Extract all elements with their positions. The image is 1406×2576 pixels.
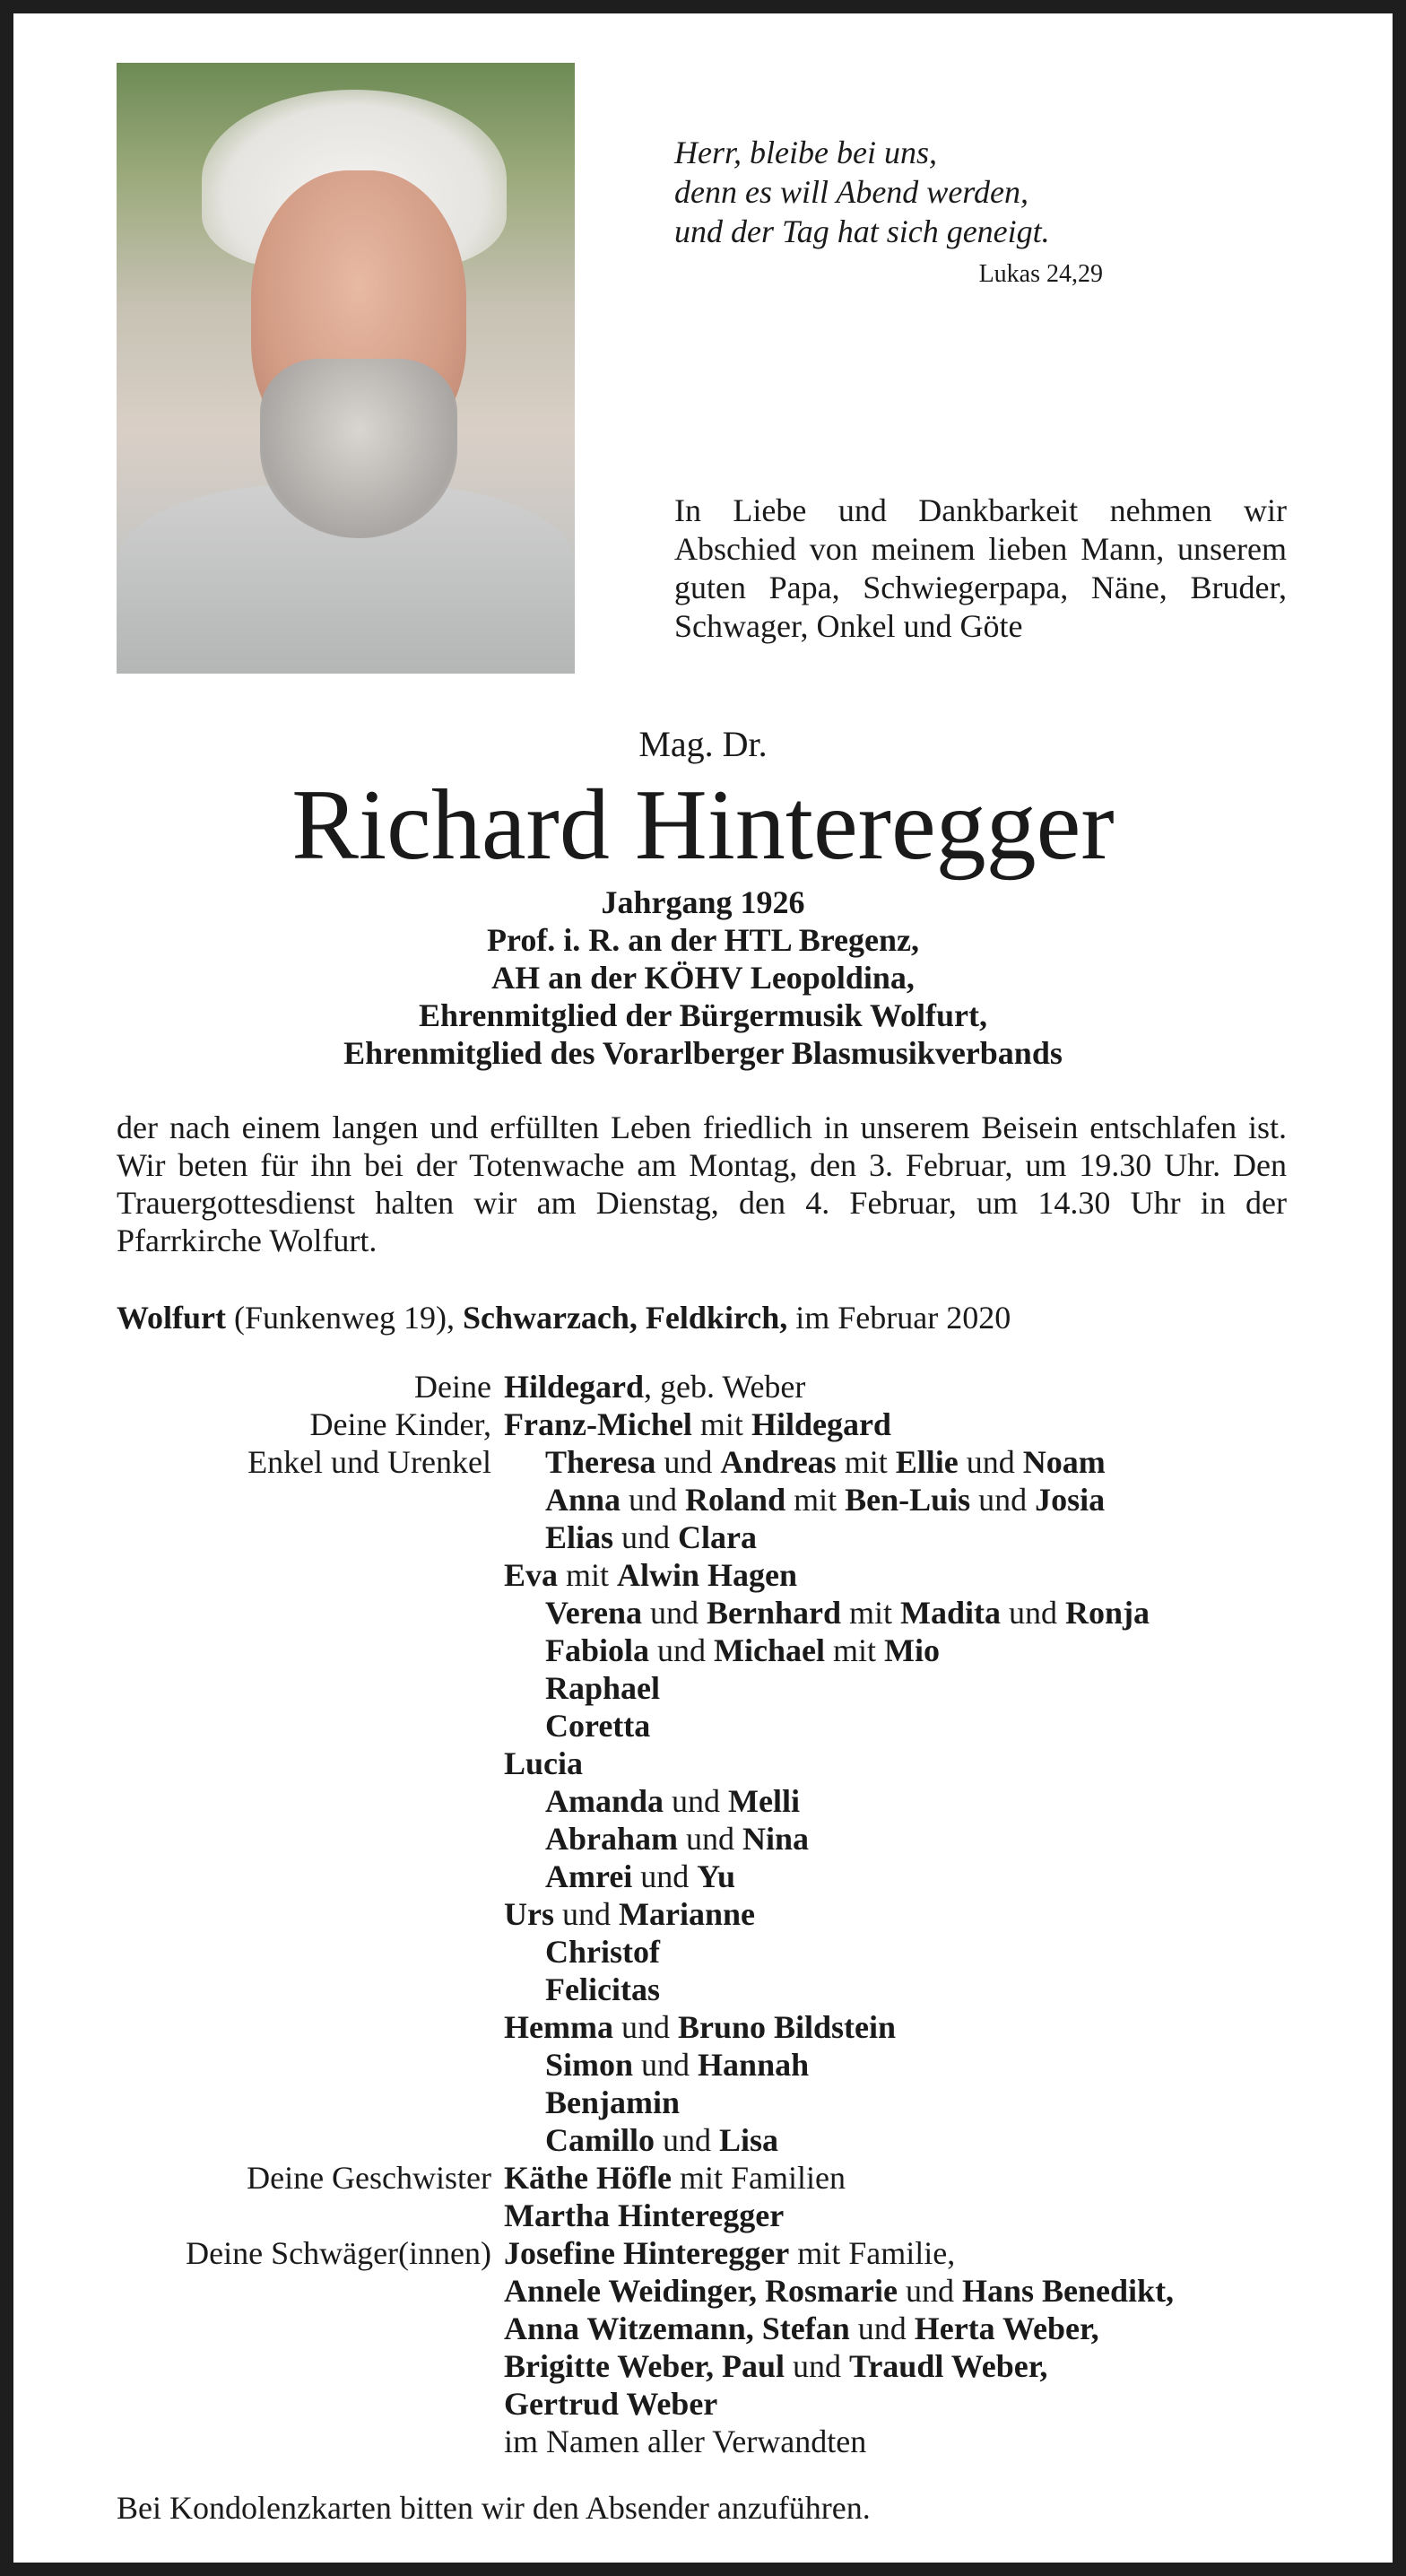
connector-text: und <box>898 2273 962 2309</box>
name-text: Theresa <box>545 1444 656 1480</box>
connector-text: und <box>784 2348 849 2384</box>
name-text: Verena <box>545 1595 642 1631</box>
family-names <box>504 1405 891 1443</box>
family-row <box>0 1745 1406 1782</box>
connector-text: und <box>613 1519 679 1555</box>
relation-label: Deine Geschwister <box>247 2160 491 2196</box>
family-row <box>0 1895 1406 1933</box>
family-names <box>545 1669 660 1707</box>
connector-text: und <box>612 2009 678 2045</box>
connector-text: und <box>664 1783 729 1819</box>
connector-text: und <box>633 2047 699 2083</box>
name-text: Anna Witzemann, Stefan <box>504 2311 850 2346</box>
family-names <box>545 1632 940 1669</box>
name-text: Hildegard <box>504 1369 645 1405</box>
name-text: Amrei <box>545 1858 633 1894</box>
family-row <box>0 2121 1406 2159</box>
name-text: Simon <box>545 2047 634 2083</box>
family-row <box>0 1443 1406 1481</box>
name-text: Yu <box>697 1858 736 1894</box>
name-text: Roland <box>685 1482 786 1518</box>
family-row <box>0 2347 1406 2385</box>
name-text: Ronja <box>1065 1595 1150 1631</box>
family-row <box>0 1481 1406 1519</box>
family-row <box>0 2385 1406 2423</box>
bio-lines <box>0 883 1406 1072</box>
family-row <box>0 2423 1406 2460</box>
name-text: Benjamin <box>545 2084 681 2120</box>
connector-text: mit <box>824 1632 884 1668</box>
name-text: Urs <box>504 1896 554 1932</box>
name-text: Hildegard <box>751 1406 891 1442</box>
family-names <box>545 1971 660 2008</box>
name-text: Eva <box>504 1557 559 1593</box>
family-row <box>0 2046 1406 2084</box>
name-text: Hans Benedikt, <box>962 2273 1175 2309</box>
name-text: Felicitas <box>545 1971 660 2007</box>
connector-text: mit <box>558 1557 618 1593</box>
connector-text: und <box>655 2122 719 2158</box>
family-row <box>0 1669 1406 1707</box>
connector-text: mit <box>836 1444 896 1480</box>
name-text: Noam <box>1022 1444 1106 1480</box>
name-text: Martha Hinteregger <box>504 2197 785 2233</box>
name-text: Franz-Michel <box>504 1406 692 1442</box>
relation-label: Deine Schwäger(innen) <box>186 2235 491 2271</box>
connector-text: und <box>655 1444 721 1480</box>
connector-text: mit Familien <box>671 2160 846 2196</box>
connector-text: und <box>970 1482 1036 1518</box>
quote-line: denn es will Abend werden, <box>674 174 1028 210</box>
quote-line: Herr, bleibe bei uns, <box>674 135 937 170</box>
family-names <box>545 2046 809 2084</box>
family-row <box>0 2234 1406 2272</box>
family-row <box>0 1632 1406 1669</box>
family-names <box>545 1481 1105 1519</box>
family-names <box>545 1820 809 1858</box>
family-names <box>504 1895 755 1933</box>
intro-text: In Liebe und Dankbarkeit nehmen wir Abschied von meinem lieben Mann, unserem guten Papa, Schwiegerpapa, Näne, Bruder, Schwager, Onkel und Göte <box>674 492 1287 644</box>
bio-line: AH an der KÖHV Leopoldina, <box>491 960 915 996</box>
name-text: Alwin Hagen <box>617 1557 798 1593</box>
relation-label: Deine Kinder, <box>309 1406 491 1442</box>
name-text: Christof <box>545 1934 660 1970</box>
connector-text: und <box>849 2311 915 2346</box>
name-text: Nina <box>742 1821 810 1857</box>
family-row <box>0 2197 1406 2234</box>
connector-text: mit <box>785 1482 846 1518</box>
family-names <box>545 1933 660 1971</box>
name-text: Annele Weidinger, Rosmarie <box>504 2273 898 2309</box>
connector-text: und <box>642 1595 707 1631</box>
name-text: Raphael <box>545 1670 661 1706</box>
name-text: Michael <box>714 1632 825 1668</box>
academic-title: Mag. Dr. <box>638 724 768 764</box>
name-text: Bernhard <box>707 1595 842 1631</box>
bio-line: Prof. i. R. an der HTL Bregenz, <box>487 922 919 958</box>
family-row <box>0 2310 1406 2347</box>
name-text: Herta Weber, <box>914 2311 1099 2346</box>
name-text: Abraham <box>545 1821 679 1857</box>
name-text: Clara <box>678 1519 758 1555</box>
name-text: Ben-Luis <box>845 1482 971 1518</box>
family-row <box>0 1971 1406 2008</box>
name-text: Bruno Bildstein <box>677 2009 897 2045</box>
connector-text: und <box>554 1896 619 1932</box>
family-row <box>0 1556 1406 1594</box>
family-names <box>545 1782 800 1820</box>
connector-text: im Namen aller Verwandten <box>504 2424 867 2459</box>
photo-beard <box>260 359 457 538</box>
family-row <box>0 1594 1406 1632</box>
connector-text: und <box>621 1482 686 1518</box>
family-names <box>504 2310 1099 2347</box>
name-text: Amanda <box>545 1783 664 1819</box>
deceased-name: Richard Hinteregger <box>291 770 1115 881</box>
connector-text: und <box>678 1821 743 1857</box>
name-text: Fabiola <box>545 1632 650 1668</box>
name-text: Josefine Hinteregger <box>504 2235 790 2271</box>
portrait-photo <box>117 63 575 674</box>
name-text: Ellie <box>895 1444 959 1480</box>
bio-line: Ehrenmitglied der Bürgermusik Wolfurt, <box>418 997 988 1033</box>
quote-line: und der Tag hat sich geneigt. <box>674 213 1050 249</box>
connector-text: mit <box>691 1406 751 1442</box>
family-row <box>0 1405 1406 1443</box>
family-row <box>0 2159 1406 2197</box>
relation-label: Deine <box>414 1369 491 1405</box>
name-text: Anna <box>545 1482 621 1518</box>
family-row <box>0 1368 1406 1405</box>
family-names <box>504 2234 955 2272</box>
bible-quote <box>674 133 1050 251</box>
connector-text: und <box>632 1858 698 1894</box>
bio-line: Jahrgang 1926 <box>601 884 805 920</box>
family-names <box>545 1707 650 1745</box>
name-text: Mio <box>884 1632 940 1668</box>
place-date-line <box>117 1299 1011 1336</box>
name-text: Camillo <box>545 2122 655 2158</box>
quote-reference: Lukas 24,29 <box>978 260 1103 288</box>
family-names <box>545 1594 1150 1632</box>
name-text: Schwarzach, Feldkirch, <box>462 1300 788 1336</box>
family-row <box>0 2008 1406 2046</box>
name-text: Hemma <box>504 2009 613 2045</box>
family-names <box>504 1745 583 1782</box>
family-row <box>0 2272 1406 2310</box>
family-names <box>504 2197 784 2234</box>
family-names <box>545 2121 778 2159</box>
family-names <box>504 2272 1174 2310</box>
family-row <box>0 1933 1406 1971</box>
family-names <box>545 2084 680 2121</box>
name-text: Melli <box>728 1783 800 1819</box>
family-names <box>504 2347 1047 2385</box>
relation-label: Enkel und Urenkel <box>247 1444 491 1480</box>
family-row <box>0 1858 1406 1895</box>
family-names <box>504 2423 866 2460</box>
family-row <box>0 1820 1406 1858</box>
connector-text: im Februar 2020 <box>787 1300 1011 1336</box>
family-names <box>504 2385 717 2423</box>
name-text: Brigitte Weber, Paul <box>504 2348 785 2384</box>
family-names <box>504 2159 846 2197</box>
connector-text: mit <box>841 1595 901 1631</box>
family-names <box>545 1443 1106 1481</box>
family-names <box>504 1556 797 1594</box>
family-names <box>504 1368 805 1405</box>
name-text: Josia <box>1035 1482 1106 1518</box>
family-row <box>0 1782 1406 1820</box>
family-names <box>545 1519 757 1556</box>
name-text: Madita <box>900 1595 1002 1631</box>
connector-text: mit Familie, <box>789 2235 956 2271</box>
name-text: Andreas <box>720 1444 837 1480</box>
name-text: Elias <box>545 1519 614 1555</box>
bio-line: Ehrenmitglied des Vorarlberger Blasmusikverbands <box>343 1035 1063 1071</box>
name-text: Wolfurt <box>117 1300 226 1336</box>
connector-text: , geb. Weber <box>644 1369 806 1405</box>
connector-text: und <box>1001 1595 1066 1631</box>
name-text: Gertrud Weber <box>504 2386 718 2422</box>
connector-text: und <box>649 1632 715 1668</box>
connector-text: und <box>958 1444 1023 1480</box>
family-row <box>0 2084 1406 2121</box>
name-text: Käthe Höfle <box>504 2160 672 2196</box>
name-text: Lucia <box>504 1745 584 1781</box>
family-list <box>0 1368 1406 2460</box>
family-row <box>0 1519 1406 1556</box>
name-text: Coretta <box>545 1708 651 1744</box>
name-text: Marianne <box>619 1896 755 1932</box>
closing-note: Bei Kondolenzkarten bitten wir den Absender anzuführen. <box>117 2490 871 2526</box>
name-text: Traudl Weber, <box>848 2348 1048 2384</box>
name-text: Lisa <box>719 2122 779 2158</box>
announcement-paragraph: der nach einem langen und erfüllten Leben friedlich in unserem Beisein entschlafen ist. Wir beten für ihn bei der Totenwache am Montag, den 3. Februar, um 19.30 Uhr. Den Trauergottesdienst halten wir am Dienstag, den 4. Februar, um 14.30 Uhr in der Pfarrkirche Wolfurt. <box>117 1110 1287 1258</box>
name-text: Hannah <box>698 2047 810 2083</box>
family-names <box>504 2008 896 2046</box>
connector-text: (Funkenweg 19), <box>226 1300 463 1336</box>
family-row <box>0 1707 1406 1745</box>
family-names <box>545 1858 735 1895</box>
